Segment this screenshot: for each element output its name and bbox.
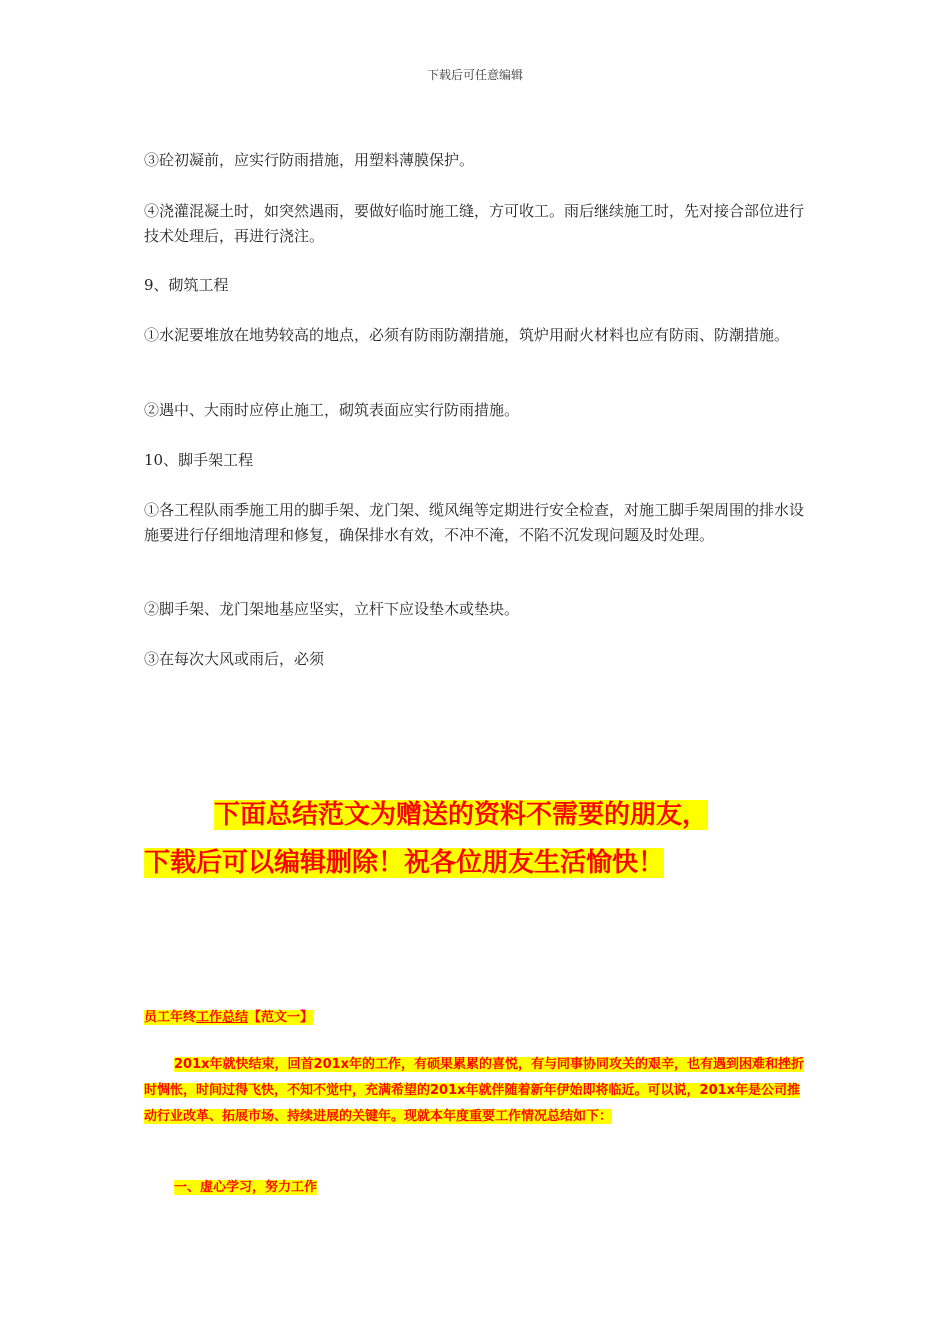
sample-section-1 [144,1175,806,1201]
sample-title-prefix: 员工年终 [144,1010,197,1025]
section-10-heading: 10、脚手架工程 [144,451,254,469]
page-header: 下载后可任意编辑 [426,68,523,82]
sample-body [144,1052,806,1130]
paragraph-2-masonry: ②遇中、大雨时应停止施工，砌筑表面应实行防雨措施。 [144,401,520,419]
sample-body-text: 201x年就快结束，回首201x年的工作，有硕果累累的喜悦，有与同事协同攻关的艰辛，也有遇到困难和挫折时惆怅，时间过得飞快，不知不觉中，充满希望的201x年就伴随着新年伊始即将临近。可以说，201x年是公司推动行业改革、拓展市场、持续进展的关键年。现就本年度重要工作情况总结如下： [144,1057,805,1124]
promo-line-2 [144,844,806,882]
paragraph-1-scaffold: ①各工程队雨季施工用的脚手架、龙门架、缆风绳等定期进行安全检查，对施工脚手架周围的排水设施要进行仔细地清理和修复，确保排水有效，不冲不淹，不陷不沉发现问题及时处理。 [144,501,805,544]
sample-title-suffix: 【范文一】 [248,1010,314,1025]
sample-title [144,1005,806,1031]
sample-section-1-text: 一、虚心学习，努力工作 [174,1180,318,1195]
promo-text-2: 下载后可以编辑删除！祝各位朋友生活愉快！ [144,848,665,878]
promo-text-1: 下面总结范文为赠送的资料不需要的朋友， [214,800,709,830]
paragraph-2-scaffold-base: ②脚手架、龙门架地基应坚实，立杆下应设垫木或垫块。 [144,600,520,618]
paragraph-3-after-storm: ③在每次大风或雨后，必须 [144,650,325,668]
sample-title-link[interactable]: 工作总结 [196,1010,249,1025]
promo-line-1 [144,796,806,834]
section-9-heading: 9、砌筑工程 [144,276,229,294]
paragraph-1-cement: ①水泥要堆放在地势较高的地点，必须有防雨防潮措施，筑炉用耐火材料也应有防雨、防潮措施。 [144,326,790,344]
paragraph-4-concrete-pour: ④浇灌混凝土时，如突然遇雨，要做好临时施工缝，方可收工。雨后继续施工时，先对接合部位进行技术处理后，再进行浇注。 [144,202,805,245]
paragraph-3-concrete-rain: ③砼初凝前，应实行防雨措施，用塑料薄膜保护。 [144,151,475,169]
